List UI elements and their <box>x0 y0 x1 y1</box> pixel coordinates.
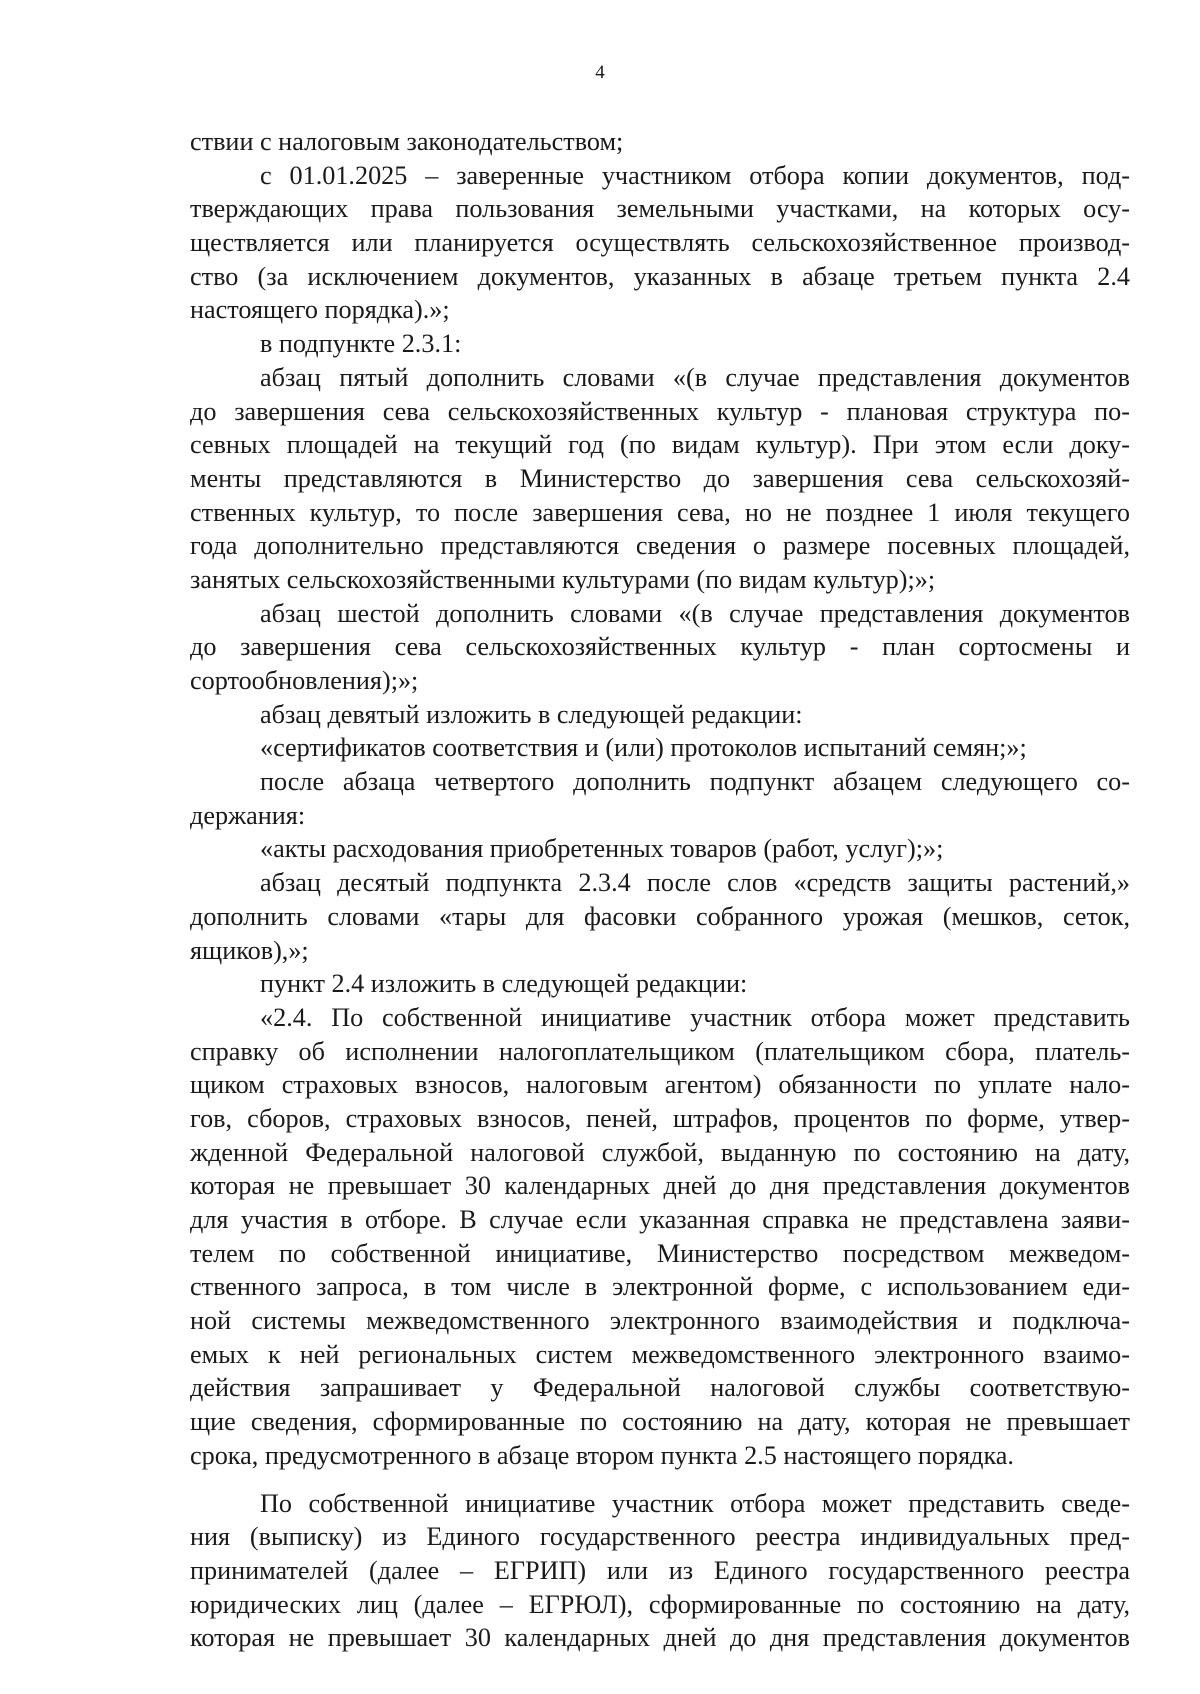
page-number: 4 <box>595 62 605 83</box>
text-line: ственных культур, то после завершения сева, но не позднее 1 июля текущего <box>190 497 1130 527</box>
document-body <box>190 125 1130 1655</box>
text-line: для участия в отборе. В случае если указанная справка не представлена заяви- <box>190 1205 1130 1234</box>
text-line: принимателей (далее – ЕГРИП) или из Единого государственного реестра <box>190 1555 1130 1585</box>
paragraph-gap <box>190 1473 1130 1487</box>
text-line: ния (выписку) из Единого государственного реестра индивидуальных пред- <box>190 1522 1130 1552</box>
text-line: ществляется или планируется осуществлять сельскохозяйственное производ- <box>190 228 1130 258</box>
text-line: справку об исполнении налогоплательщиком (плательщиком сбора, платель- <box>190 1036 1130 1066</box>
text-line: в подпункте 2.3.1: <box>260 329 462 359</box>
text-line: гов, сборов, страховых взносов, пеней, штрафов, процентов по форме, утвер- <box>190 1103 1130 1133</box>
text-line: сортообновления);»; <box>190 666 419 695</box>
text-line: севных площадей на текущий год (по видам культур). При этом если доку- <box>190 430 1130 460</box>
text-line: до завершения сева сельскохозяйственных культур - плановая структура по- <box>190 396 1130 426</box>
text-line: юридических лиц (далее – ЕГРЮЛ), сформированные по состоянию на дату, <box>190 1589 1130 1619</box>
text-line: с 01.01.2025 – заверенные участником отбора копии документов, под- <box>260 160 1130 190</box>
text-line: после абзаца четвертого дополнить подпункт абзацем следующего со- <box>260 767 1130 797</box>
text-line: года дополнительно представляются сведения о размере посевных площадей, <box>190 531 1130 561</box>
text-line: «сертификатов соответствия и (или) протоколов испытаний семян;»; <box>260 733 1027 763</box>
text-line: абзац пятый дополнить словами «(в случае представления документов <box>260 362 1130 392</box>
text-line: щие сведения, сформированные по состоянию на дату, которая не превышает <box>190 1407 1130 1437</box>
text-line: телем по собственной инициативе, Министерство посредством межведом- <box>190 1238 1130 1268</box>
text-line: дополнить словами «тары для фасовки собранного урожая (мешков, сеток, <box>190 901 1130 931</box>
text-line: занятых сельскохозяйственными культурами (по видам культур);»; <box>190 564 936 594</box>
text-line: пункт 2.4 изложить в следующей редакции: <box>260 969 748 999</box>
text-line: «2.4. По собственной инициативе участник отбора может представить <box>260 1002 1130 1032</box>
text-line: абзац шестой дополнить словами «(в случае представления документов <box>260 598 1130 628</box>
text-line: до завершения сева сельскохозяйственных культур - план сортосмены и <box>190 632 1130 662</box>
text-line: «акты расходования приобретенных товаров (работ, услуг);»; <box>260 834 944 864</box>
text-line: абзац девятый изложить в следующей редакции: <box>260 699 803 729</box>
text-line: держания: <box>190 800 306 830</box>
text-line: абзац десятый подпункта 2.3.4 после слов «средств защиты растений,» <box>260 868 1130 898</box>
text-line: тверждающих права пользования земельными участками, на которых осу- <box>190 194 1130 224</box>
text-line: менты представляются в Министерство до завершения сева сельскохозяй- <box>190 463 1130 493</box>
text-line: настоящего порядка).»; <box>190 295 450 325</box>
text-line: которая не превышает 30 календарных дней до дня представления документов <box>190 1171 1130 1201</box>
text-line: ной системы межведомственного электронного взаимодействия и подключа- <box>190 1306 1130 1336</box>
text-line: емых к ней региональных систем межведомственного электронного взаимо- <box>190 1339 1130 1369</box>
text-line: ство (за исключением документов, указанных в абзаце третьем пункта 2.4 <box>190 261 1130 291</box>
text-line: действия запрашивает у Федеральной налоговой службы соответствую- <box>190 1373 1130 1403</box>
text-line: щиком страховых взносов, налоговым агентом) обязанности по уплате нало- <box>190 1070 1130 1100</box>
text-line: жденной Федеральной налоговой службой, выданную по состоянию на дату, <box>190 1137 1130 1167</box>
text-line: По собственной инициативе участник отбора может представить сведе- <box>260 1488 1130 1518</box>
text-line: срока, предусмотренного в абзаце втором пункта 2.5 настоящего порядка. <box>190 1440 1014 1470</box>
text-line: ящиков),»; <box>190 935 309 965</box>
text-line: ствии с налоговым законодательством; <box>190 127 624 156</box>
text-line: ственного запроса, в том числе в электронной форме, с использованием еди- <box>190 1272 1130 1302</box>
text-line: которая не превышает 30 календарных дней до дня представления документов <box>190 1623 1130 1653</box>
